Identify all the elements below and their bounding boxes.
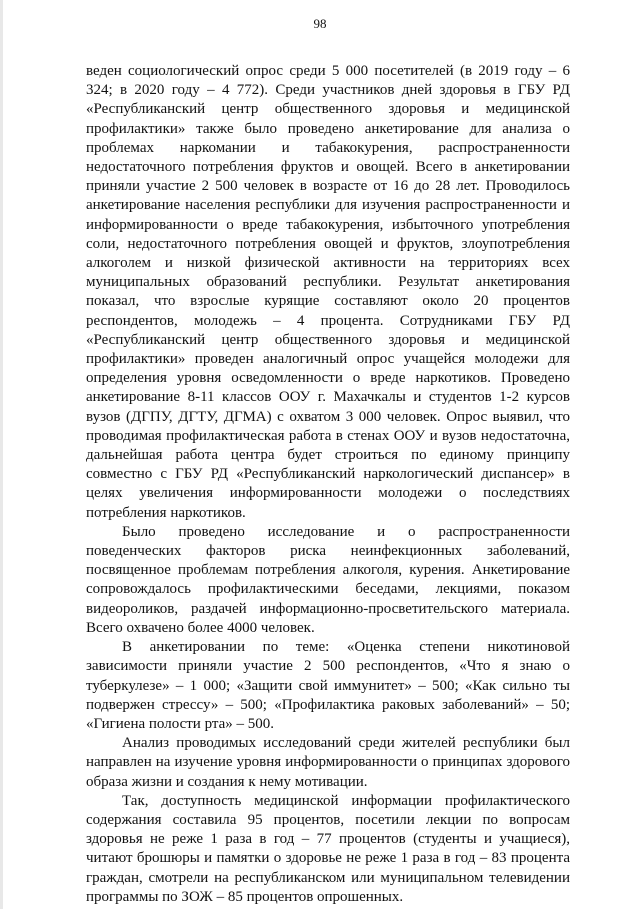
paragraph-continuation: веден социологический опрос среди 5 000 посетителей (в 2019 году – 6 324; в 2020 году – 4 772). Среди участников дней здоровья в ГБУ РД «Республиканский центр общественного здоровья и медицинской профилактики» также было проведено анкетирование для анализа о проблемах наркомании и табакокурения, распространенности недостаточного потребления фруктов и овощей. Всего в анкетировании приняли участие 2 500 человек в возрасте от 16 до 28 лет. Проводилось анкетирование населения республики для изучения распространенности и информированности о вреде табакокурения, избыточного употребления соли, недостаточного потребления овощей и фруктов, злоупотребления алкоголем и низкой физической активности на территориях всех муниципальных образований республики. Результат анкетирования показал, что взрослые курящие составляют около 20 процентов респондентов, молодежь – 4 процента. Сотрудниками ГБУ РД «Республиканский центр общественного здоровья и медицинской профилактики» проведен аналогичный опрос учащейся молодежи для определения уровня осведомленности о вреде наркотиков. Проведено анкетирование 8-11 классов ООУ г. Махачкалы и студентов 1-2 курсов вузов (ДГПУ, ДГТУ, ДГМА) с охватом 3 000 человек. Опрос выявил, что проводимая профилактическая работа в стенах ООУ и вузов недостаточна, дальнейшая работа центра будет строиться по единому принципу совместно с ГБУ РД «Республиканский наркологический диспансер» в целях увеличения информированности молодежи о последствиях потребления наркотиков. bbox=[86, 63, 570, 521]
paragraph-information-availability: Так, доступность медицинской информации профилактического содержания составила 95 процентов, посетили лекции по вопросам здоровья не реже 1 раза в год – 77 процентов (студенты и учащиеся), читают брошюры и памятки о здоровье не реже 1 раза в год – 83 процента граждан, смотрели на республиканском или муниципальном телевидении программы по ЗОЖ – 85 процентов опрошенных. bbox=[86, 792, 570, 905]
page-number: 98 bbox=[313, 16, 327, 31]
body-text bbox=[86, 62, 570, 907]
scan-edge bbox=[0, 0, 3, 909]
paragraph-behavioral-risk-study: Было проведено исследование и о распространенности поведенческих факторов риска неинфекционных заболеваний, посвященное проблемам потребления алкоголя, курения. Анкетирование сопровождалось профилактическими беседами, лекциями, показом видеороликов, раздачей информационно-просветительского материала. Всего охвачено более 4000 человек. bbox=[86, 523, 570, 636]
paragraph-analysis: Анализ проводимых исследований среди жителей республики был направлен на изучение уровня информированности о принципах здорового образа жизни и создания к нему мотивации. bbox=[86, 735, 570, 790]
paragraph-survey-topics: В анкетировании по теме: «Оценка степени никотиновой зависимости приняли участие 2 500 респондентов, «Что я знаю о туберкулезе» – 1 000; «Защити свой иммунитет» – 500; «Как сильно ты подвержен стрессу» – 500; «Профилактика раковых заболеваний» – 50; «Гигиена полости рта» – 500. bbox=[86, 639, 570, 732]
